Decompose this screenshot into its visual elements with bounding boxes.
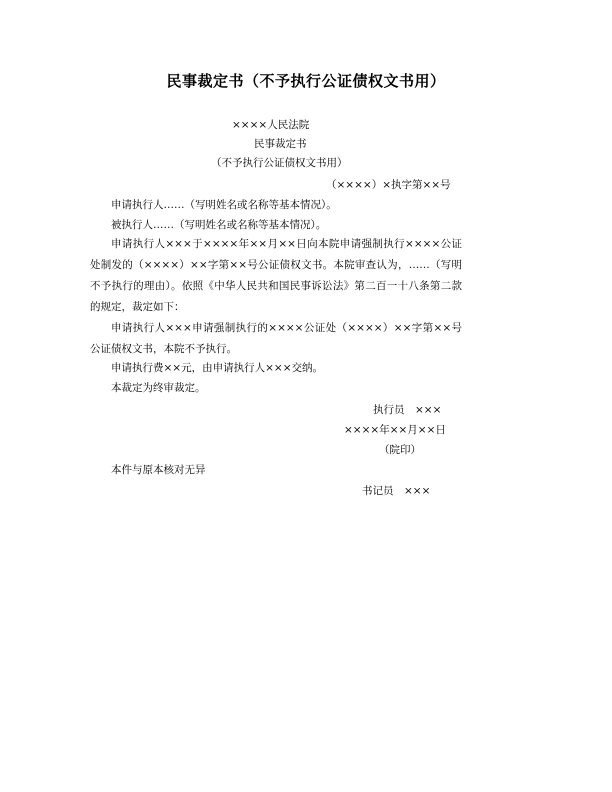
- ruling-date: ××××年××月××日: [344, 424, 446, 436]
- applicant-info: 申请执行人……（写明姓名或名称等基本情况）。: [111, 199, 337, 211]
- executor-signature: 执行员 ×××: [373, 404, 442, 416]
- ruling-paragraph: 申请执行人×××申请强制执行的××××公证处（××××）××字第××号公证债权文书，本院不予执行。: [90, 322, 462, 355]
- reasoning-paragraph: 申请执行人×××于××××年××月××日向本院申请强制执行××××公证处制发的（××××）××字第××号公证债权文书。本院审查认为，……（写明不予执行的理由）。依照《中华人民共和国民事诉讼法》第二百一十八条第二款的规定，裁定如下：: [90, 238, 462, 313]
- court-seal: （院印）: [379, 444, 421, 456]
- clerk-signature: 书记员 ×××: [362, 485, 431, 497]
- doc-type: 民事裁定书: [254, 138, 307, 150]
- fee-paragraph: 申请执行费××元，由申请执行人×××交纳。: [111, 362, 323, 374]
- final-ruling-paragraph: 本裁定为终审裁定。: [111, 382, 206, 394]
- doc-subtype: （不予执行公证债权文书用）: [211, 157, 348, 169]
- document-title: 民事裁定书（不予执行公证债权文书用）: [166, 72, 446, 90]
- case-number: （××××）×执字第××号: [326, 179, 451, 191]
- verification-note: 本件与原本核对无异: [111, 464, 206, 476]
- court-name: ××××人民法院: [232, 119, 310, 131]
- respondent-info: 被执行人……（写明姓名或名称等基本情况）。: [111, 219, 327, 231]
